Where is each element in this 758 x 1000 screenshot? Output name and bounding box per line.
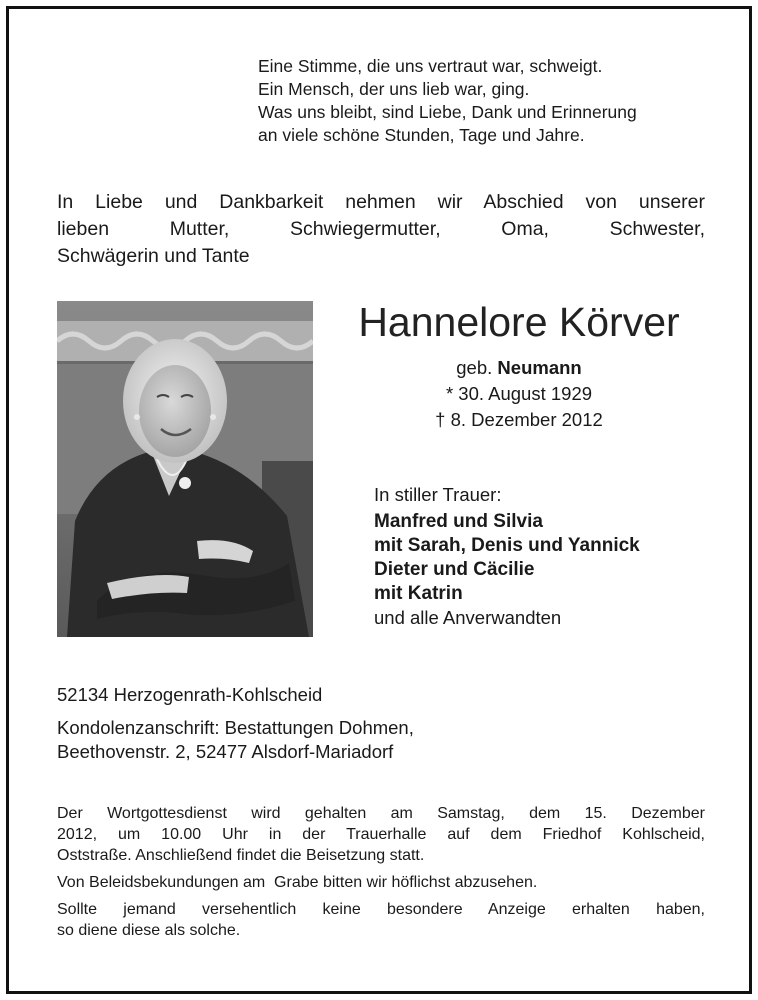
condolence-address-line: Kondolenzanschrift: Bestattungen Dohmen, <box>57 717 414 738</box>
mourners-closing: und alle Anverwandten <box>374 607 562 628</box>
poem-line: an viele schöne Stunden, Tage und Jahre. <box>258 125 585 145</box>
maiden-name: Neumann <box>497 357 582 378</box>
mourner-line: Manfred und Silvia <box>374 511 543 532</box>
notice-line: Sollte jemand versehentlich keine besondere Anzeige erhalten haben, <box>57 901 705 918</box>
poem-line: Was uns bleibt, sind Liebe, Dank und Erinnerung <box>258 102 637 122</box>
intro-line: In Liebe und Dankbarkeit nehmen wir Abschied von unserer <box>57 191 705 213</box>
poem <box>258 55 637 147</box>
life-dates <box>339 355 699 433</box>
condolence-address-line: Beethovenstr. 2, 52477 Alsdorf-Mariadorf <box>57 741 394 762</box>
intro-line: Schwägerin und Tante <box>57 245 250 267</box>
city-line: 52134 Herzogenrath-Kohlscheid <box>57 684 323 705</box>
service-notes <box>57 803 705 941</box>
intro-text <box>57 189 705 270</box>
service-line: Der Wortgottesdienst wird gehalten am Samstag, dem 15. Dezember <box>57 805 705 822</box>
maiden-name-line <box>339 355 699 381</box>
portrait-photo <box>57 301 313 637</box>
poem-line: Eine Stimme, die uns vertraut war, schweigt. <box>258 56 603 76</box>
death-date: † 8. Dezember 2012 <box>435 409 603 430</box>
birth-date: * 30. August 1929 <box>445 383 593 404</box>
mourner-line: mit Sarah, Denis und Yannick <box>374 535 640 556</box>
mourner-line: Dieter und Cäcilie <box>374 559 535 580</box>
maiden-prefix: geb. <box>456 357 493 378</box>
mourner-line: mit Katrin <box>374 583 463 604</box>
deceased-name: Hannelore Körver <box>358 299 680 345</box>
service-line: Oststraße. Anschließend findet die Beisetzung statt. <box>57 847 425 864</box>
mourners-heading: In stiller Trauer: <box>374 484 502 505</box>
address-block <box>57 683 414 764</box>
intro-line: lieben Mutter, Schwiegermutter, Oma, Schwester, <box>57 218 705 240</box>
notice-line: so diene diese als solche. <box>57 922 241 939</box>
service-line: 2012, um 10.00 Uhr in der Trauerhalle auf dem Friedhof Kohlscheid, <box>57 826 705 843</box>
obituary-notice <box>6 6 752 994</box>
condolence-request: Von Beleidsbekundungen am Grabe bitten wir höflichst abzusehen. <box>57 874 538 891</box>
mourners-block <box>374 483 640 630</box>
poem-line: Ein Mensch, der uns lieb war, ging. <box>258 79 530 99</box>
